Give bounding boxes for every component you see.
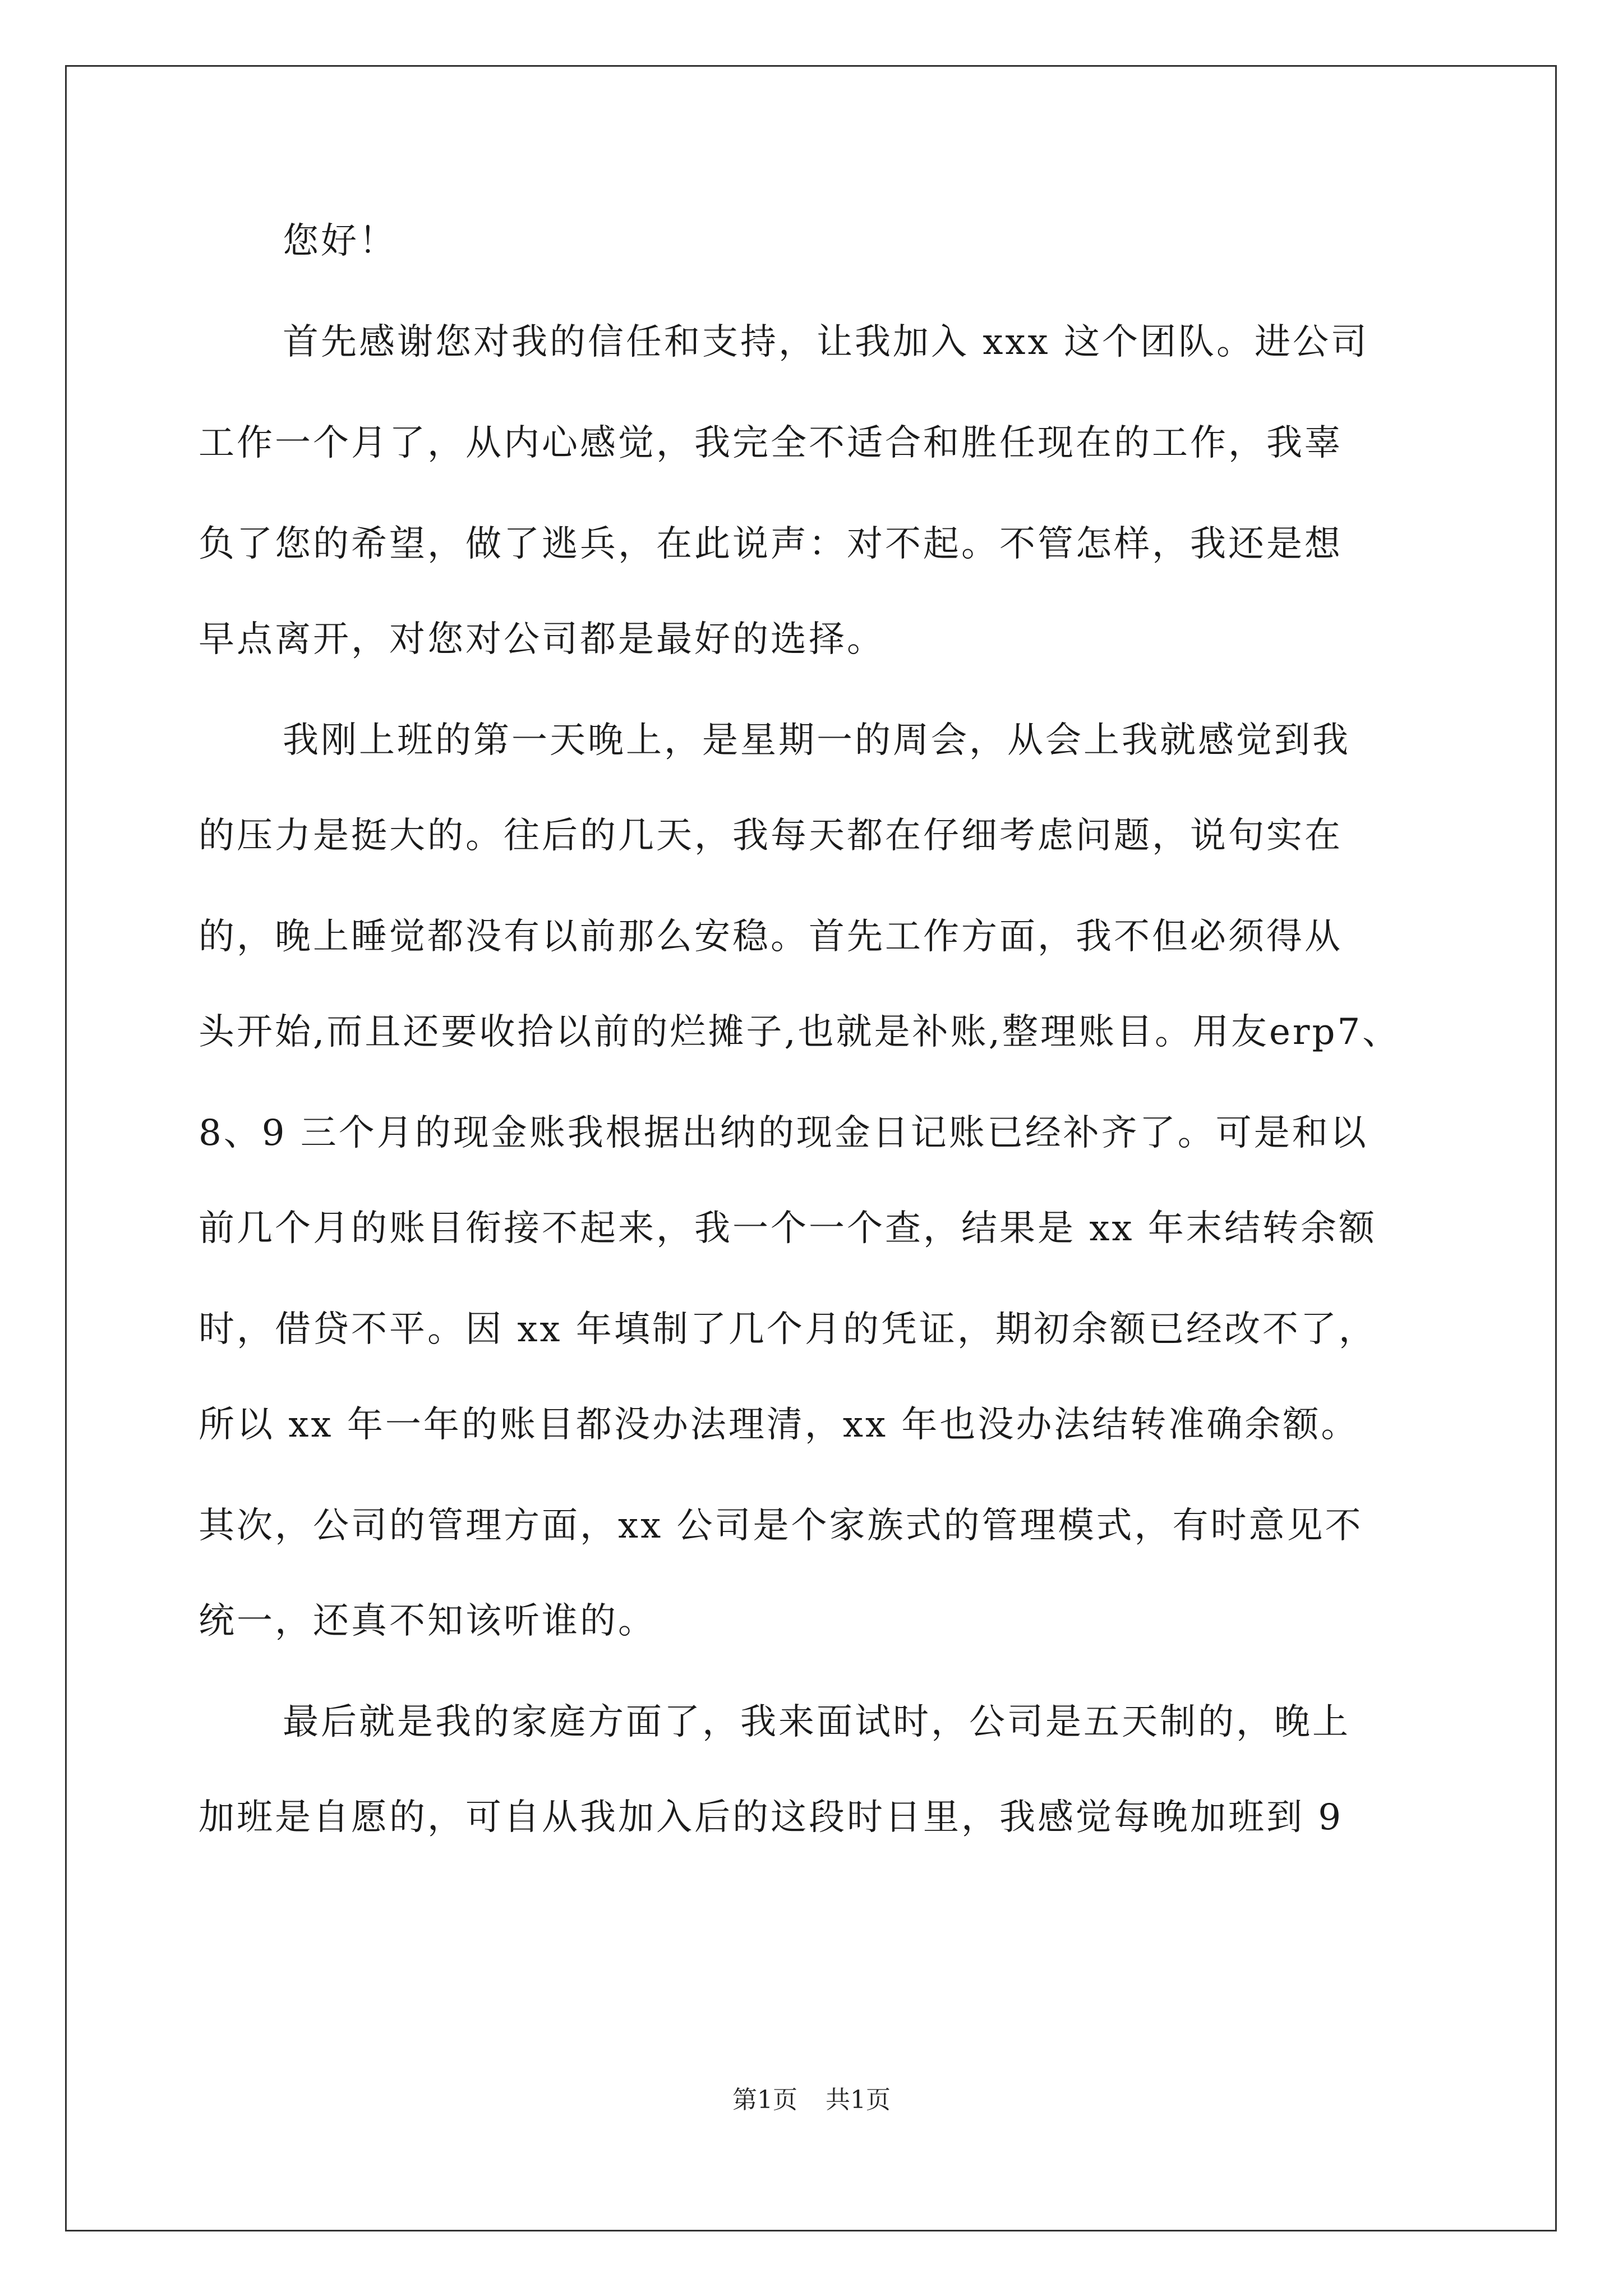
paragraph-1-line-2: 工作一个月了，从内心感觉，我完全不适合和胜任现在的工作，我辜 xyxy=(199,422,1343,464)
page-number: 第1页 xyxy=(732,2086,797,2114)
paragraph-2-line-5: 8、9 三个月的现金账我根据出纳的现金日记账已经补齐了。可是和以 xyxy=(199,1112,1368,1154)
greeting: 您好！ xyxy=(283,220,397,262)
paragraph-1-line-3: 负了您的希望，做了逃兵，在此说声：对不起。不管怎样，我还是想 xyxy=(199,523,1343,565)
page-total: 共1页 xyxy=(826,2086,891,2114)
paragraph-2-line-6: 前几个月的账目衔接不起来，我一个一个查，结果是 xx 年末结转余额 xyxy=(199,1208,1377,1249)
paragraph-2-line-9: 其次，公司的管理方面，xx 公司是个家族式的管理模式，有时意见不 xyxy=(199,1505,1363,1547)
paragraph-3-line-1: 最后就是我的家庭方面了，我来面试时，公司是五天制的，晚上 xyxy=(283,1701,1350,1743)
paragraph-1-line-4: 早点离开，对您对公司都是最好的选择。 xyxy=(199,619,885,660)
paragraph-3-line-2: 加班是自愿的，可自从我加入后的这段时日里，我感觉每晚加班到 9 xyxy=(199,1797,1344,1838)
paragraph-2-line-8: 所以 xx 年一年的账目都没办法理清，xx 年也没办法结转准确余额。 xyxy=(199,1404,1359,1446)
paragraph-2-line-2: 的压力是挺大的。往后的几天，我每天都在仔细考虑问题，说句实在 xyxy=(199,815,1343,857)
paragraph-2-line-10: 统一，还真不知该听谁的。 xyxy=(199,1600,656,1642)
paragraph-2-line-7: 时，借贷不平。因 xx 年填制了几个月的凭证，期初余额已经改不了， xyxy=(199,1309,1377,1350)
paragraph-1-line-1: 首先感谢您对我的信任和支持，让我加入 xxx 这个团队。进公司 xyxy=(283,321,1369,363)
paragraph-2-line-1: 我刚上班的第一天晚上，是星期一的周会，从会上我就感觉到我 xyxy=(283,720,1350,761)
page-footer xyxy=(0,2083,1623,2117)
paragraph-2-line-3: 的，晚上睡觉都没有以前那么安稳。首先工作方面，我不但必须得从 xyxy=(199,916,1343,958)
paragraph-2-line-4: 头开始,而且还要收拾以前的烂摊子,也就是补账,整理账目。用友erp7、 xyxy=(199,1011,1401,1053)
